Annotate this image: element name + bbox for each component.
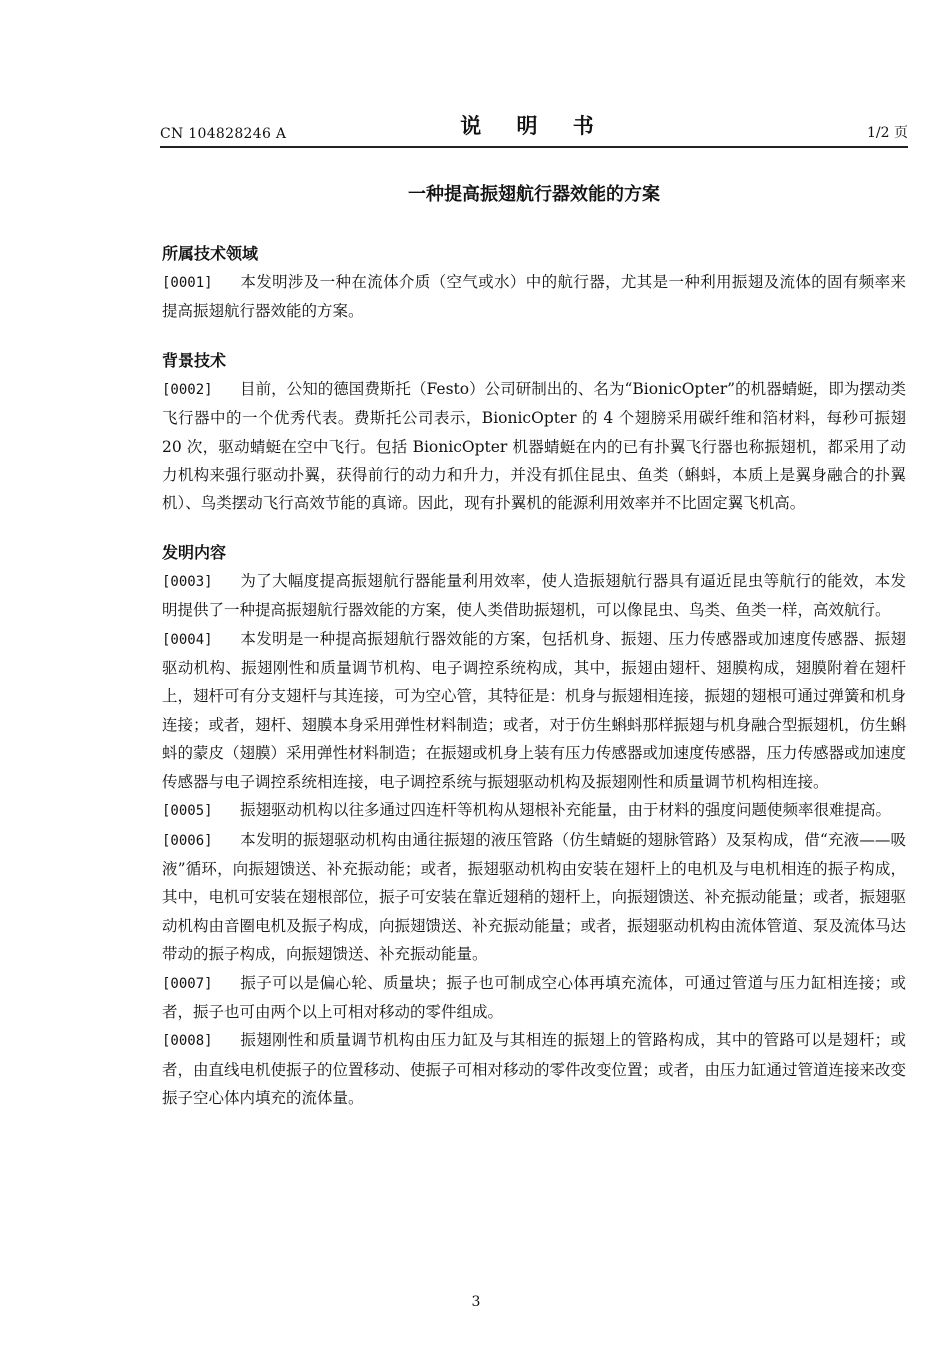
paragraph-number: [0001] [162, 275, 213, 291]
paragraph-number: [0007] [162, 975, 213, 992]
header-divider [160, 146, 908, 148]
page-number: 3 [471, 1294, 481, 1310]
page-count: 1/2 页 [867, 125, 908, 141]
paragraph-text: 振子可以是偏心轮、质量块；振子也可制成空心体再填充流体，可通过管道与压力缸相连接；或者，振子也可由两个以上可相对移动的零件组成。 [162, 973, 906, 1021]
paragraph-text: 为了大幅度提高振翅航行器能量利用效率，使人造振翅航行器具有逼近昆虫等航行的能效，本发明提供了一种提高振翅航行器效能的方案，使人类借助振翅机，可以像昆虫、鸟类、鱼类一样，高效航行。 [162, 571, 906, 620]
section-heading: 所属技术领域 [162, 244, 259, 263]
paragraph [162, 625, 906, 796]
patent-number: CN 104828246 A [160, 126, 287, 142]
document-title: 一种提高振翅航行器效能的方案 [408, 184, 660, 205]
paragraph [162, 969, 906, 1027]
paragraph-number: [0002] [162, 381, 213, 398]
paragraph-text: 振翅刚性和质量调节机构由压力缸及与其相连的振翅上的管路构成，其中的管路可以是翅杆；或者，由直线电机使振子的位置移动、使振子可相对移动的零件改变位置；或者，由压力缸通过管道连接来改变振子空心体内填充的流体量。 [162, 1031, 907, 1108]
paragraph [162, 567, 906, 625]
paragraph-number: [0004] [162, 631, 213, 648]
paragraph-number: [0003] [162, 573, 213, 590]
paragraph-text: 本发明涉及一种在流体介质（空气或水）中的航行器，尤其是一种利用振翅及流体的固有频率来提高振翅航行器效能的方案。 [162, 273, 906, 321]
paragraph [162, 826, 906, 969]
paragraph-text: 本发明的振翅驱动机构由通往振翅的液压管路（仿生蜻蜓的翅脉管路）及泵构成，借“充液——吸液”循环，向振翅馈送、补充振动能；或者，振翅驱动机构由安装在翅杆上的电机及与电机相连的振子构成，其中，电机可安装在翅根部位，振子可安装在靠近翅稍的翅杆上，向振翅馈送、补充振动能量；或者，振翅驱动机构由音圈电机及振子构成，向振翅馈送、补充振动能量；或者，振翅驱动机构由流体管道、泵及流体马达带动的振子构成，向振翅馈送、补充振动能量。 [162, 830, 907, 964]
document-type-label: 说 明 书 [460, 114, 608, 138]
section-background [162, 347, 906, 518]
paragraph [162, 375, 906, 518]
section-heading: 发明内容 [162, 542, 227, 562]
section-technical-field [162, 240, 906, 326]
paragraph-text: 本发明是一种提高振翅航行器效能的方案，包括机身、振翅、压力传感器或加速度传感器、振翅驱动机构、振翅刚性和质量调节机构、电子调控系统构成，其中，振翅由翅杆、翅膜构成，翅膜附着在翅杆上，翅杆可有分支翅杆与其连接，可为空心管，其特征是：机身与振翅相连接，振翅的翅根可通过弹簧和机身连接；或者，翅杆、翅膜本身采用弹性材料制造；或者，对于仿生蝌蚪那样振翅与机身融合型振翅机，仿生蝌蚪的蒙皮（翅膜）采用弹性材料制造；在振翅或机身上装有压力传感器或加速度传感器，压力传感器或加速度传感器与电子调控系统相连接，电子调控系统与振翅驱动机构及振翅刚性和质量调节机构相连接。 [162, 629, 907, 791]
section-summary [162, 539, 906, 1113]
paragraph-number: [0008] [162, 1033, 213, 1050]
paragraph [162, 1026, 906, 1112]
paragraph [162, 796, 906, 825]
paragraph [162, 268, 906, 326]
paragraph-number: [0006] [162, 832, 213, 849]
paragraph-text: 振翅驱动机构以往多通过四连杆等机构从翅根补充能量，由于材料的强度问题使频率很难提高。 [240, 801, 892, 820]
paragraph-text: 目前，公知的德国费斯托（Festo）公司研制出的、名为“BionicOpter”的机器蜻蜓，即为摆动类飞行器中的一个优秀代表。费斯托公司表示，BionicOpter 的 4 个翅膀采用碳纤维和箔材料，每秒可振翅 20 次，驱动蜻蜓在空中飞行。包括 BionicOpter 机器蜻蜓在内的已有扑翼飞行器也称振翅机，都采用了动力机构来强行驱动扑翼，获得前行的动力和升力，并没有抓住昆虫、鱼类（蝌蚪，本质上是翼身融合的扑翼机）、鸟类摆动飞行高效节能的真谛。因此，现有扑翼机的能源利用效率并不比固定翼飞机高。 [162, 379, 906, 513]
document-body [162, 240, 906, 1134]
page-header [160, 108, 908, 148]
paragraph-number: [0005] [162, 803, 213, 820]
section-heading: 背景技术 [162, 350, 227, 370]
